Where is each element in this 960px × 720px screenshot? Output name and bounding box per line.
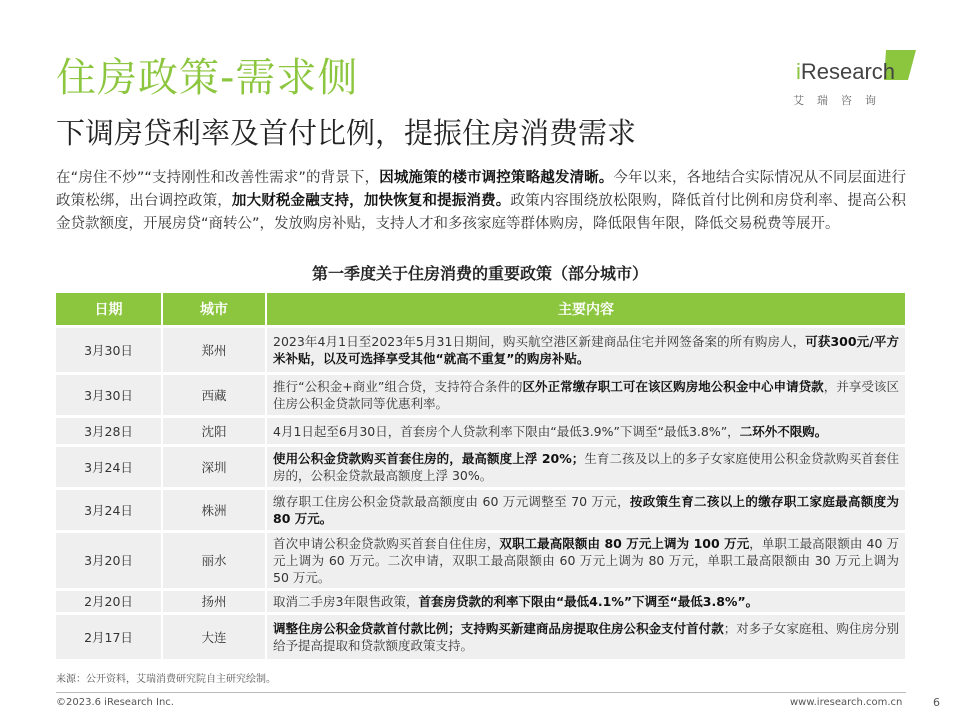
column-header-city: 城市: [163, 293, 267, 325]
table-row: [56, 447, 905, 487]
table-row: [56, 490, 905, 530]
cell-content: [267, 615, 905, 659]
table-row: [56, 375, 905, 415]
cell-date: 3月24日: [56, 447, 163, 487]
cell-city: 丽水: [163, 533, 267, 588]
content-segment: ，并享受该区住房公积金贷款同等优惠利率。: [273, 379, 899, 411]
cell-date: 3月30日: [56, 375, 163, 415]
column-header-date: 日期: [56, 293, 163, 325]
content-segment: 使用公积金贷款购买首套住房的，最高额度上浮 20%；: [273, 451, 585, 466]
content-segment: 4月1日起至6月30日，首套房个人贷款利率下限由“最低3.9%”下调至“最低3.8%”，: [273, 423, 740, 439]
cell-city: 株洲: [163, 490, 267, 530]
content-segment: 2023年4月1日至2023年5月31日期间，购买航空港区新建商品住宅并网签备案的所有购房人，: [273, 334, 806, 349]
content-segment: 可获300元/平方米补贴，以及可选择享受其他“就高不重复”的购房补贴。: [273, 334, 899, 366]
page-title: 住房政策-需求侧: [56, 55, 359, 101]
content-segment: 首次申请公积金贷款购买首套自住住房，: [273, 536, 500, 551]
cell-city: 沈阳: [163, 418, 267, 444]
content-segment: 生育二孩及以上的多子女家庭使用公积金贷款购买首套住房的，公积金贷款最高额度上浮 30%。: [273, 451, 899, 483]
policy-table: [56, 290, 905, 662]
source-note: 来源：公开资料，艾瑞消费研究院自主研究绘制。: [56, 674, 276, 685]
content-segment: 双职工最高限额由 80 万元上调为 100 万元: [499, 536, 750, 551]
cell-date: 3月30日: [56, 328, 163, 372]
intro-segment: 今年以来，各地结合实际情况从不同层面进行政策松绑，出台调控政策，: [56, 170, 907, 209]
logo-wordmark: iResearch: [796, 59, 896, 84]
intro-segment: 因城施策的楼市调控策略越发清晰。: [379, 170, 614, 186]
page-subtitle: 下调房贷利率及首付比例，提振住房消费需求: [56, 116, 637, 150]
cell-date: 2月20日: [56, 591, 163, 612]
table-row: [56, 533, 905, 588]
cell-content: [267, 447, 905, 487]
table-row: [56, 591, 905, 612]
content-segment: 二环外不限购。: [739, 423, 828, 439]
copyright: ©2023.6 iResearch Inc.: [56, 697, 174, 708]
content-segment: 缴存职工住房公积金贷款最高额度由 60 万元调整至 70 万元，: [273, 494, 630, 509]
intro-segment: 加大财税金融支持，加快恢复和提振消费。: [231, 193, 511, 209]
cell-content: [267, 418, 905, 444]
cell-date: 3月20日: [56, 533, 163, 588]
intro-segment: 在“房住不炒”“支持刚性和改善性需求”的背景下，: [56, 170, 380, 186]
content-segment: 首套房贷款的利率下限由“最低4.1%”下调至“最低3.8%”。: [418, 594, 759, 609]
column-header-content: 主要内容: [267, 293, 905, 325]
cell-content: [267, 490, 905, 530]
content-segment: ；对多子女家庭租、购住房分别给予提高提取和贷款额度政策支持。: [273, 621, 899, 653]
cell-content: [267, 328, 905, 372]
logo-chinese-text: 艾瑞咨询: [793, 94, 889, 107]
table-header-row: [56, 293, 905, 325]
cell-city: 西藏: [163, 375, 267, 415]
table-row: [56, 615, 905, 659]
table-row: [56, 418, 905, 444]
intro-segment: 政策内容围绕放松限购，降低首付比例和房贷利率、提高公积金贷款额度，开展房贷“商转公”，发放购房补贴，支持人才和多孩家庭等群体购房，降低限售年限，降低交易税费等展开。: [56, 193, 907, 232]
website-link[interactable]: www.iresearch.com.cn: [790, 697, 903, 708]
content-segment: 区外正常缴存职工可在该区购房地公积金中心申请贷款: [522, 379, 824, 394]
cell-city: 深圳: [163, 447, 267, 487]
cell-date: 3月28日: [56, 418, 163, 444]
footer-divider: [56, 692, 906, 693]
cell-content: [267, 375, 905, 415]
cell-city: 扬州: [163, 591, 267, 612]
content-segment: ，单职工最高限额由 40 万元上调为 60 万元。二次申请，双职工最高限额由 60 万元上调为 80 万元，单职工最高限额由 30 万元上调为 50 万元。: [273, 536, 899, 585]
content-segment: 取消二手房3年限售政策，: [273, 594, 419, 609]
table-title: 第一季度关于住房消费的重要政策（部分城市）: [311, 264, 648, 283]
cell-content: [267, 591, 905, 612]
cell-date: 3月24日: [56, 490, 163, 530]
intro-paragraph: [56, 167, 906, 236]
cell-city: 郑州: [163, 328, 267, 372]
page-number: 6: [933, 696, 940, 709]
content-segment: 调整住房公积金贷款首付款比例；支持购买新建商品房提取住房公积金支付首付款: [273, 621, 724, 636]
cell-date: 2月17日: [56, 615, 163, 659]
cell-content: [267, 533, 905, 588]
content-segment: 推行“公积金+商业”组合贷，支持符合条件的: [273, 379, 523, 394]
table-row: [56, 328, 905, 372]
content-segment: 按政策生育二孩以上的缴存职工家庭最高额度为 80 万元。: [273, 494, 899, 526]
cell-city: 大连: [163, 615, 267, 659]
